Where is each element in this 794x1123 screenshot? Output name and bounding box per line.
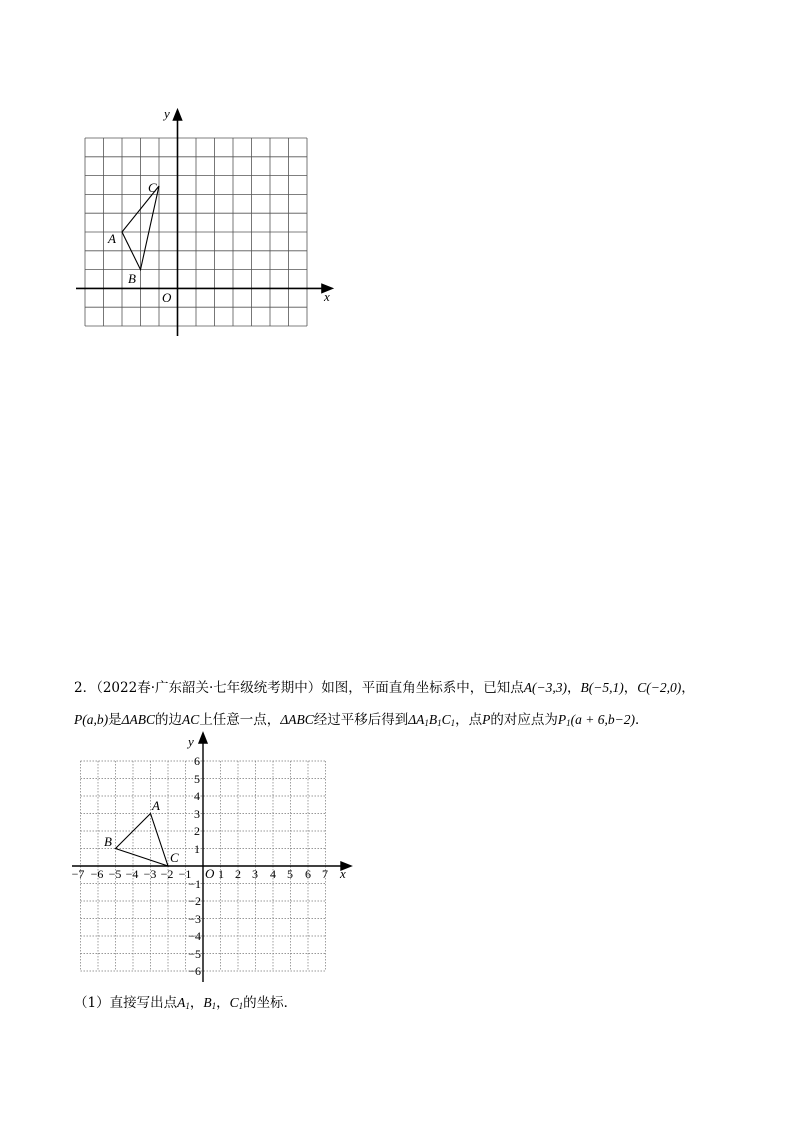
problem-2-line-1: [74, 672, 734, 704]
point-b-label: B: [128, 271, 136, 286]
axes: [72, 733, 351, 982]
t-a: ΔA: [408, 712, 425, 727]
x-tick-label: 4: [270, 867, 276, 881]
text: ．: [635, 712, 649, 728]
x-tick-label: 3: [252, 867, 258, 881]
separator: ，: [681, 680, 695, 696]
x-tick-label: 1: [218, 867, 224, 881]
point-p-symbol: P: [482, 712, 491, 727]
x-tick-label: 6: [305, 867, 311, 881]
separator: ，: [189, 995, 204, 1011]
x-tick-label: −1: [178, 867, 192, 881]
separator: ，: [623, 680, 638, 696]
problem-source: （2022春·广东韶关·七年级统考期中）: [96, 680, 322, 696]
problem-number: 2．: [74, 680, 97, 696]
y-axis-label: y: [188, 734, 194, 749]
p1: P: [557, 712, 567, 727]
point-c-coordinate: C(−2,0): [637, 680, 682, 695]
y-tick-label: 3: [194, 807, 200, 821]
x-tick-label: 2: [235, 867, 241, 881]
sub: 1: [424, 718, 429, 728]
point-c1: [230, 995, 244, 1010]
x-tick-label: −7: [71, 867, 85, 881]
triangle-a1b1c1-symbol: [408, 712, 455, 727]
point-a1: [177, 995, 190, 1010]
sub: 1: [211, 1001, 217, 1011]
x-tick-label: −4: [125, 867, 139, 881]
a1: A: [177, 995, 186, 1010]
point-b-label: B: [104, 834, 112, 849]
y-tick-label: −2: [188, 894, 201, 908]
y-tick-label: −4: [188, 929, 201, 943]
sub: 1: [437, 718, 442, 728]
x-tick-label: −3: [143, 867, 157, 881]
figure-2-coordinate-grid: [64, 728, 359, 983]
t-b: B: [428, 712, 438, 727]
y-tick-label: 6: [194, 754, 200, 768]
y-tick-label: 4: [194, 789, 200, 803]
point-a-coordinate: A(−3,3): [523, 680, 568, 695]
x-tick-label: 7: [322, 867, 328, 881]
y-tick-label: −6: [188, 964, 201, 978]
problem-text: 如图，平面直角坐标系中，已知点: [321, 680, 524, 696]
x-axis-label: x: [324, 289, 330, 304]
text: ，点: [455, 712, 483, 728]
triangle-abc-symbol: ΔABC: [121, 712, 156, 727]
x-tick-label: −2: [160, 867, 174, 881]
y-tick-label: 2: [194, 824, 200, 838]
axes: [76, 110, 332, 336]
y-axis-label: y: [164, 106, 170, 121]
sub: 1: [185, 1001, 190, 1011]
x-tick-label: −5: [108, 867, 122, 881]
point-b-coordinate: B(−5,1): [580, 680, 624, 695]
question-1-suffix: 的坐标．: [243, 995, 298, 1011]
y-tick-label: −1: [188, 877, 201, 891]
triangle-abc-symbol: ΔABC: [280, 712, 314, 727]
text: 是: [108, 712, 122, 728]
separator: ，: [216, 995, 230, 1011]
y-tick-label: 1: [194, 842, 200, 856]
t-c: C: [441, 712, 451, 727]
origin-label: O: [205, 866, 215, 881]
x-tick-label: −6: [90, 867, 104, 881]
side-ac: AC: [182, 712, 200, 727]
y-tick-label: −5: [188, 947, 201, 961]
point-c-label: C: [148, 180, 157, 195]
b1: B: [203, 995, 212, 1010]
question-1: [74, 991, 297, 1011]
c1: C: [229, 995, 239, 1010]
y-tick-label: 5: [194, 772, 200, 786]
text: 的边: [155, 712, 183, 728]
sub: 1: [238, 1001, 244, 1011]
y-axis-arrow: [199, 733, 207, 743]
point-a-label: A: [108, 231, 116, 246]
point-c-label: C: [170, 850, 179, 865]
origin-label: O: [162, 290, 172, 305]
x-axis-label: x: [340, 866, 346, 881]
text: 上任意一点，: [199, 712, 281, 728]
sub: 1: [450, 718, 456, 728]
p1-coordinate: (a + 6,b−2): [570, 712, 636, 727]
point-a-label: A: [152, 798, 160, 813]
question-1-prefix: （1）直接写出点: [74, 995, 178, 1011]
triangle-abc: [116, 814, 169, 867]
point-b1: [203, 995, 216, 1010]
point-p1: [558, 712, 635, 727]
sub: 1: [566, 718, 571, 728]
figure-1-coordinate-grid: [70, 100, 350, 345]
text: 经过平移后得到: [313, 712, 409, 728]
y-tick-label: −3: [188, 912, 201, 926]
text: 的对应点为: [490, 712, 558, 728]
point-p: P(a,b): [74, 712, 109, 727]
grid-lines: [85, 138, 307, 326]
y-axis-arrow: [174, 110, 182, 120]
separator: ，: [567, 680, 581, 696]
x-tick-label: 5: [287, 867, 293, 881]
